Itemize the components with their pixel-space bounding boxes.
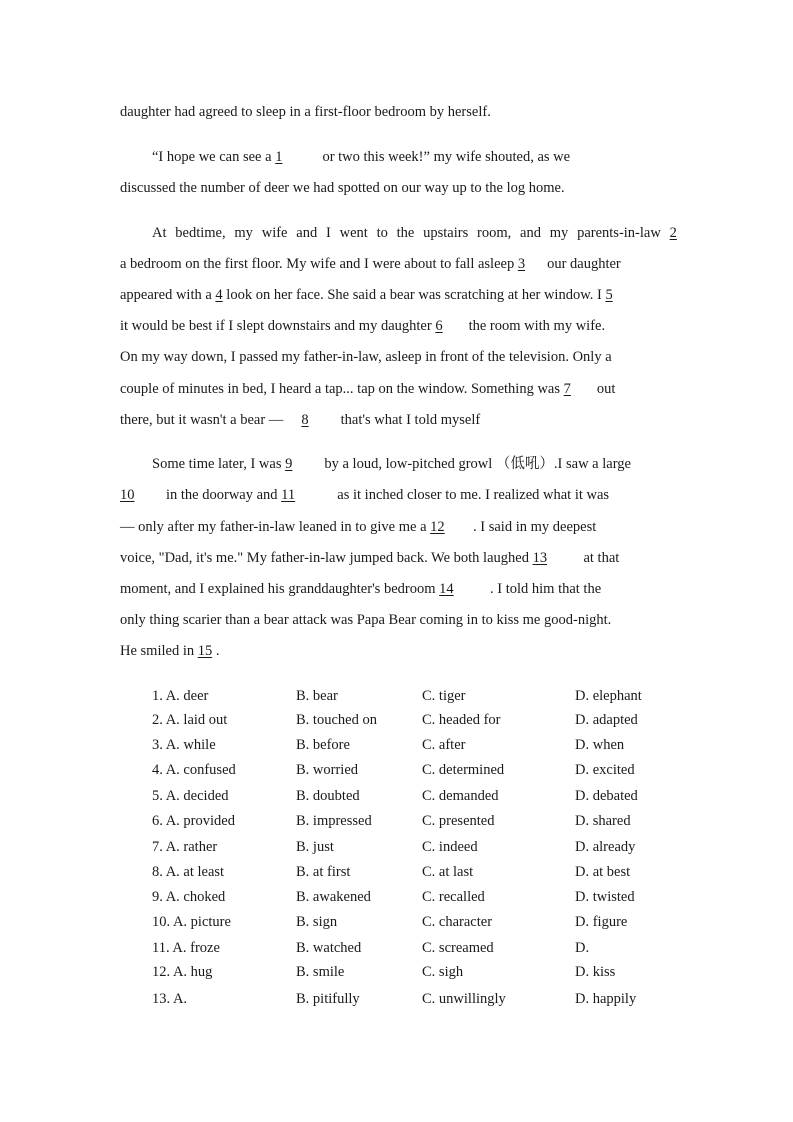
option-c[interactable]: C. recalled <box>422 889 485 905</box>
option-b[interactable]: B. sign <box>296 914 338 930</box>
blank-1[interactable]: 1 <box>275 149 283 165</box>
option-row <box>152 811 712 831</box>
blank-7[interactable]: 7 <box>563 381 571 397</box>
option-c[interactable]: C. presented <box>422 813 495 829</box>
passage-line: appeared with a 4 look on her face. She said a bear was scratching at her window. I 5 <box>120 287 613 303</box>
option-a[interactable]: 8. A. at least <box>152 864 225 880</box>
option-a[interactable]: 12. A. hug <box>152 964 213 980</box>
option-c[interactable]: C. tiger <box>422 688 466 704</box>
option-b[interactable]: B. awakened <box>296 889 371 905</box>
option-b[interactable]: B. just <box>296 839 334 855</box>
passage-line: a bedroom on the first floor. My wife and I were about to fall asleep 3 our daughter <box>120 256 621 272</box>
option-a[interactable]: 3. A. while <box>152 737 216 753</box>
option-a[interactable]: 5. A. decided <box>152 788 229 804</box>
passage-line: there, but it wasn't a bear — 8 that's what I told myself <box>120 412 481 428</box>
option-c[interactable]: C. character <box>422 914 493 930</box>
blank-14[interactable]: 14 <box>439 581 454 597</box>
passage-line: He smiled in 15 . <box>120 643 220 659</box>
passage-line: Some time later, I was 9 by a loud, low-pitched growl （低吼）.I saw a large <box>152 456 631 472</box>
option-c[interactable]: C. sigh <box>422 964 464 980</box>
blank-15[interactable]: 15 <box>197 643 213 659</box>
option-a[interactable]: 9. A. choked <box>152 889 226 905</box>
option-a[interactable]: 2. A. laid out <box>152 712 228 728</box>
option-d[interactable]: D. at best <box>575 864 631 880</box>
option-c[interactable]: C. screamed <box>422 940 494 956</box>
passage-line: daughter had agreed to sleep in a first-floor bedroom by herself. <box>120 104 491 120</box>
option-row <box>152 887 712 907</box>
blank-4[interactable]: 4 <box>215 287 223 303</box>
passage-line: “I hope we can see a 1 or two this week!” my wife shouted, as we <box>152 149 571 165</box>
blank-5[interactable]: 5 <box>605 287 613 303</box>
blank-11[interactable]: 11 <box>281 487 296 503</box>
option-row <box>152 686 712 706</box>
passage-line: At bedtime, my wife and I went to the upstairs room, and my parents-in-law 2 <box>152 225 677 241</box>
option-b[interactable]: B. pitifully <box>296 991 360 1007</box>
option-b[interactable]: B. smile <box>296 964 345 980</box>
option-row <box>152 760 712 780</box>
option-d[interactable]: D. debated <box>575 788 638 804</box>
option-b[interactable]: B. at first <box>296 864 351 880</box>
option-d[interactable]: D. adapted <box>575 712 638 728</box>
blank-8[interactable]: 8 <box>301 412 309 428</box>
option-d[interactable]: D. figure <box>575 914 628 930</box>
passage-line: only thing scarier than a bear attack was Papa Bear coming in to kiss me good-night. <box>120 612 612 628</box>
option-d[interactable]: D. happily <box>575 991 637 1007</box>
option-d[interactable]: D. kiss <box>575 964 616 980</box>
option-a[interactable]: 11. A. froze <box>152 940 220 956</box>
blank-9[interactable]: 9 <box>285 456 293 472</box>
passage-line: moment, and I explained his granddaughter's bedroom 14 . I told him that the <box>120 581 602 597</box>
option-a[interactable]: 7. A. rather <box>152 839 218 855</box>
option-a[interactable]: 13. A. <box>152 991 188 1007</box>
option-d[interactable]: D. already <box>575 839 636 855</box>
option-a[interactable]: 6. A. provided <box>152 813 235 829</box>
option-a[interactable]: 1. A. deer <box>152 688 209 704</box>
option-c[interactable]: C. indeed <box>422 839 478 855</box>
option-d[interactable]: D. <box>575 940 590 956</box>
option-c[interactable]: C. headed for <box>422 712 501 728</box>
option-c[interactable]: C. at last <box>422 864 474 880</box>
option-row <box>152 786 712 806</box>
passage-line: — only after my father-in-law leaned in to give me a 12 . I said in my deepest <box>120 519 597 535</box>
option-c[interactable]: C. after <box>422 737 466 753</box>
blank-2[interactable]: 2 <box>669 225 677 241</box>
option-d[interactable]: D. elephant <box>575 688 642 704</box>
option-b[interactable]: B. touched on <box>296 712 377 728</box>
option-d[interactable]: D. shared <box>575 813 631 829</box>
blank-10[interactable]: 10 <box>120 487 135 503</box>
option-row <box>152 735 712 755</box>
passage-line: On my way down, I passed my father-in-law, asleep in front of the television. Only a <box>120 349 612 365</box>
blank-6[interactable]: 6 <box>435 318 443 334</box>
option-b[interactable]: B. doubted <box>296 788 360 804</box>
option-b[interactable]: B. bear <box>296 688 338 704</box>
option-row <box>152 837 712 857</box>
option-row <box>152 862 712 882</box>
blank-3[interactable]: 3 <box>517 256 526 272</box>
passage-line: 10 in the doorway and 11 as it inched closer to me. I realized what it was <box>120 487 610 503</box>
passage-line: voice, "Dad, it's me." My father-in-law jumped back. We both laughed 13 at that <box>120 550 620 566</box>
blank-12[interactable]: 12 <box>430 519 445 535</box>
passage-line: it would be best if I slept downstairs and my daughter 6 the room with my wife. <box>120 318 606 334</box>
option-b[interactable]: B. before <box>296 737 350 753</box>
option-row <box>152 989 712 1009</box>
passage-line: discussed the number of deer we had spotted on our way up to the log home. <box>120 180 565 196</box>
option-a[interactable]: 4. A. confused <box>152 762 236 778</box>
option-row <box>152 962 712 982</box>
option-c[interactable]: C. demanded <box>422 788 499 804</box>
option-row <box>152 710 712 730</box>
option-d[interactable]: D. twisted <box>575 889 635 905</box>
option-row <box>152 938 712 958</box>
option-b[interactable]: B. impressed <box>296 813 372 829</box>
option-b[interactable]: B. worried <box>296 762 359 778</box>
option-a[interactable]: 10. A. picture <box>152 914 231 930</box>
option-d[interactable]: D. when <box>575 737 625 753</box>
option-d[interactable]: D. excited <box>575 762 635 778</box>
option-c[interactable]: C. unwillingly <box>422 991 506 1007</box>
option-row <box>152 912 712 932</box>
passage-line: couple of minutes in bed, I heard a tap... tap on the window. Something was 7 out <box>120 381 616 397</box>
blank-13[interactable]: 13 <box>532 550 548 566</box>
option-c[interactable]: C. determined <box>422 762 505 778</box>
option-b[interactable]: B. watched <box>296 940 362 956</box>
